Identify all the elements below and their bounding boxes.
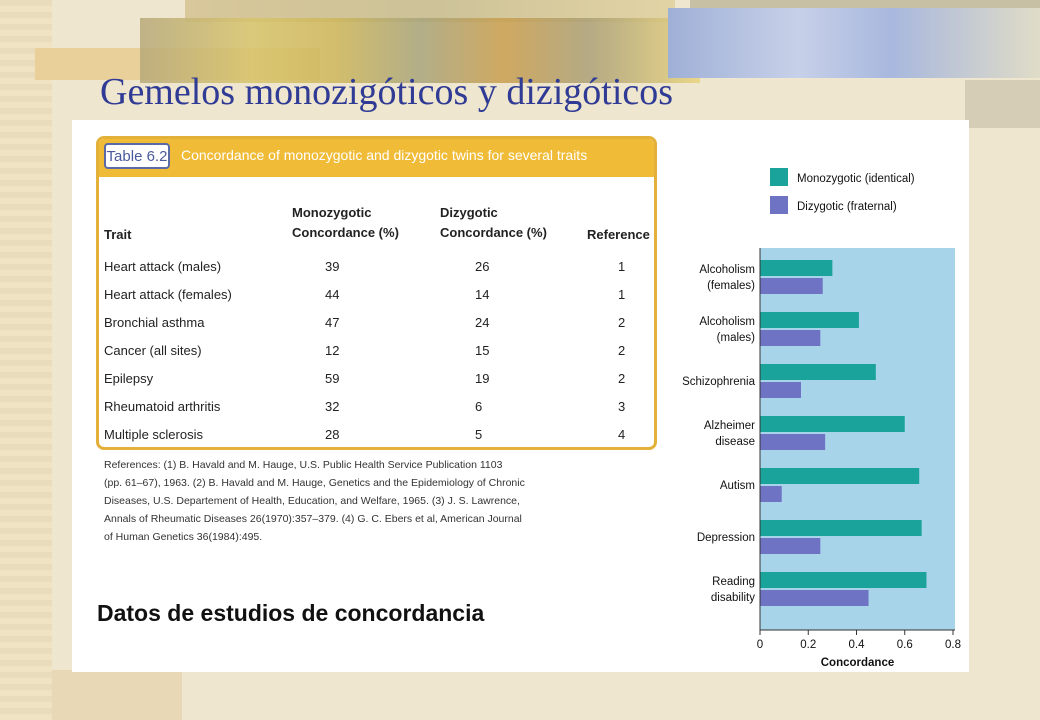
concordance-table — [96, 136, 657, 450]
category-label: Alzheimer — [703, 420, 755, 432]
cell-dz: 15 — [475, 343, 490, 358]
bar — [760, 416, 905, 432]
bar — [760, 486, 782, 502]
content-image — [72, 120, 969, 672]
cell-mz: 59 — [325, 371, 340, 386]
category-label: (females) — [707, 280, 755, 292]
category-label: Alcoholism — [699, 316, 755, 328]
header-trait: Trait — [104, 227, 132, 242]
table-caption: Concordance of monozygotic and dizygotic twins for several traits — [181, 147, 588, 163]
reference-line: Annals of Rheumatic Diseases 26(1970):357–379. (4) G. C. Ebers et al, American Journal — [104, 513, 522, 525]
cell-trait: Heart attack (females) — [104, 287, 232, 302]
cell-reference: 2 — [618, 315, 626, 330]
cell-trait: Multiple sclerosis — [104, 427, 203, 442]
x-tick-label: 0.4 — [848, 639, 865, 651]
category-label: disease — [715, 436, 755, 448]
category-label: Autism — [719, 480, 755, 492]
table-number: Table 6.2 — [104, 143, 170, 169]
header-mz-line1: Monozygotic — [292, 205, 372, 220]
bar — [760, 278, 823, 294]
legend-swatch — [770, 168, 788, 186]
bar — [760, 572, 926, 588]
header-monozygotic — [292, 203, 399, 243]
bar — [760, 260, 832, 276]
reference-line: (pp. 61–67), 1963. (2) B. Havald and M. Hauge, Genetics and the Epidemiology of Chronic — [104, 477, 525, 489]
background-decoration — [668, 8, 1040, 78]
bar — [760, 538, 820, 554]
category-label: Alcoholism — [699, 264, 755, 276]
slide-title: Gemelos monozigóticos y dizigóticos — [100, 71, 674, 113]
legend-label: Dizygotic (fraternal) — [797, 201, 897, 213]
header-dz-line2: Concordance (%) — [440, 225, 547, 240]
reference-line: Diseases, U.S. Departement of Health, Education, and Welfare, 1965. (3) J. S. Lawrence, — [104, 495, 520, 507]
category-label: Reading — [712, 576, 755, 588]
bar — [760, 590, 869, 606]
header-mz-line2: Concordance (%) — [292, 225, 399, 240]
legend-label: Monozygotic (identical) — [797, 173, 915, 185]
cell-dz: 19 — [475, 371, 490, 386]
bar — [760, 330, 820, 346]
bar — [760, 364, 876, 380]
cell-dz: 26 — [475, 259, 490, 274]
cell-trait: Heart attack (males) — [104, 259, 222, 274]
category-label: disability — [710, 592, 755, 604]
cell-reference: 2 — [618, 371, 626, 386]
cell-dz: 5 — [475, 427, 483, 442]
cell-reference: 3 — [618, 399, 626, 414]
cell-reference: 1 — [618, 259, 626, 274]
cell-reference: 1 — [618, 287, 626, 302]
cell-mz: 28 — [325, 427, 340, 442]
cell-dz: 6 — [475, 399, 483, 414]
background-left-strip — [0, 0, 52, 720]
cell-trait: Rheumatoid arthritis — [104, 399, 221, 414]
cell-trait: Epilepsy — [104, 371, 154, 386]
bar — [760, 312, 859, 328]
background-decoration — [965, 80, 1040, 128]
table-header-band — [99, 139, 654, 177]
cell-mz: 44 — [325, 287, 340, 302]
bar — [760, 382, 801, 398]
reference-line: References: (1) B. Havald and M. Hauge, U.S. Public Health Service Publication 1103 — [104, 459, 503, 471]
cell-dz: 14 — [475, 287, 490, 302]
chart-svg — [660, 140, 965, 672]
bar — [760, 520, 922, 536]
category-label: Schizophrenia — [682, 376, 755, 388]
reference-line: of Human Genetics 36(1984):495. — [104, 531, 263, 543]
x-axis-label: Concordance — [820, 657, 895, 669]
header-reference: Reference — [587, 227, 650, 242]
cell-reference: 4 — [618, 427, 626, 442]
cell-mz: 47 — [325, 315, 340, 330]
header-dizygotic — [440, 203, 547, 243]
cell-reference: 2 — [618, 343, 626, 358]
header-dz-line1: Dizygotic — [440, 205, 498, 220]
x-tick-label: 0.8 — [945, 639, 961, 651]
legend-swatch — [770, 196, 788, 214]
bar — [760, 434, 825, 450]
category-label: Depression — [696, 532, 755, 544]
x-tick-label: 0.2 — [800, 639, 817, 651]
cell-mz: 32 — [325, 399, 340, 414]
cell-dz: 24 — [475, 315, 490, 330]
cell-trait: Bronchial asthma — [104, 315, 205, 330]
x-tick-label: 0.6 — [896, 639, 913, 651]
concordance-bar-chart — [660, 140, 965, 672]
bar — [760, 468, 919, 484]
cell-trait: Cancer (all sites) — [104, 343, 202, 358]
x-tick-label: 0 — [756, 639, 764, 651]
cell-mz: 12 — [325, 343, 340, 358]
figure-caption: Datos de estudios de concordancia — [97, 600, 485, 626]
background-decoration — [52, 670, 182, 720]
table-references — [104, 456, 544, 546]
cell-mz: 39 — [325, 259, 340, 274]
category-label: (males) — [716, 332, 755, 344]
